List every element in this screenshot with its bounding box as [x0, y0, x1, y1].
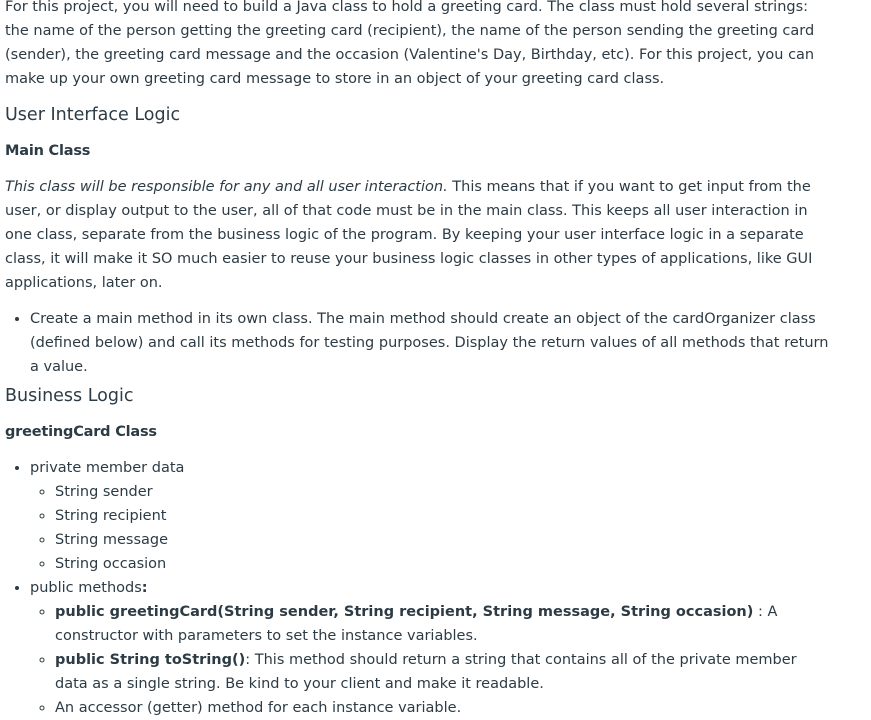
list-item	[55, 504, 831, 528]
private-member-data-label: private member data	[30, 460, 185, 476]
main-method-bullet-text: Create a main method in its own class. The main method should create an object of the cardOrganizer class (defined below) and call its methods for testing purposes. Display the return values of all methods that return a value.	[30, 311, 829, 375]
main-class-body: This means that if you want to get input from the user, or display output to the user, all of that code must be in the main class. This keeps all user interaction in one class, separate from the business logic of the program. By keeping your user interface logic in a separate class, it will make it SO much easier to reuse your business logic classes in other types of applications, like GUI applications, later on.	[5, 179, 813, 291]
tostring-signature: public String toString()	[55, 652, 246, 668]
main-class-bullet-list	[5, 307, 831, 379]
list-item	[30, 307, 831, 379]
business-logic-heading: Business Logic	[5, 386, 134, 406]
list-item	[55, 696, 831, 720]
main-class-italic-sentence: This class will be responsible for any and all user interaction.	[5, 179, 448, 195]
private-item-message: String message	[55, 532, 169, 548]
public-methods-colon: :	[141, 580, 148, 596]
private-item-recipient: String recipient	[55, 508, 167, 524]
list-item	[55, 480, 831, 504]
list-item	[30, 456, 831, 576]
public-methods-list	[30, 600, 831, 720]
list-item	[55, 648, 831, 696]
list-item	[30, 576, 831, 720]
greeting-card-spec-list	[5, 456, 831, 720]
accessor-description: An accessor (getter) method for each instance variable.	[55, 700, 462, 716]
main-class-paragraph	[5, 175, 831, 295]
tostring-description: : This method should return a string that contains all of the private member data as a single string. Be kind to your client and make it readable.	[55, 652, 797, 692]
intro-paragraph: For this project, you will need to build a Java class to hold a greeting card. The class must hold several strings: the name of the person getting the greeting card (recipient), the name of the person sending the greeting card (sender), the greeting card message and the occasion (Valentine's Day, Birthday, etc). For this project, you can make up your own greeting card message to store in an object of your greeting card class.	[5, 0, 815, 87]
list-item	[55, 528, 831, 552]
private-member-list	[30, 480, 831, 576]
constructor-signature: public greetingCard(String sender, String recipient, String message, String occasion)	[55, 604, 754, 620]
constructor-description: : A constructor with parameters to set the instance variables.	[55, 604, 778, 644]
public-methods-label: public methods	[30, 580, 142, 596]
greeting-card-class-heading: greetingCard Class	[5, 424, 157, 440]
ui-logic-heading: User Interface Logic	[5, 105, 181, 125]
private-item-occasion: String occasion	[55, 556, 167, 572]
list-item	[55, 552, 831, 576]
main-class-heading: Main Class	[5, 143, 91, 159]
private-item-sender: String sender	[55, 484, 153, 500]
list-item	[55, 600, 831, 648]
